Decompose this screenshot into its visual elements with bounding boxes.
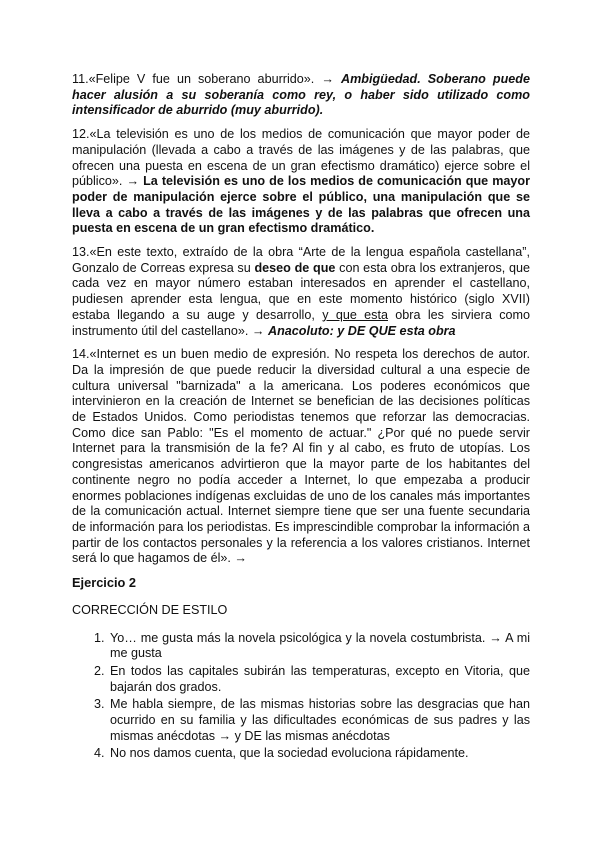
item-number: 13.: [72, 245, 90, 260]
item-number: 14.: [72, 347, 90, 362]
item-quote-end: obra les sirviera como instrumento útil del castellano». →: [72, 307, 530, 338]
correction-list: [72, 631, 530, 763]
item-answer: Anacoluto: y DE QUE esta obra: [268, 323, 456, 338]
item-quote: «La televisión es uno de los medios de comunicación que mayor poder de manipulación (llevada a cabo a través de las imágenes y de las palabras, que ofrecen una puesta en escena de un gran efectismo dramático) ejerce sobre el público». →: [72, 127, 530, 189]
item-quote-mid: con esta obra los extranjeros, que cada vez en mayor número estaban interesados en aprender el castellano, pudiesen aprender esta lengua, que en este momento histórico (siglo XVII) estaba llegando a su auge y desarrollo,: [72, 260, 531, 322]
section-title: CORRECCIÓN DE ESTILO: [72, 602, 228, 617]
item-11: [72, 72, 530, 119]
bold-phrase: deseo de que: [254, 260, 336, 275]
list-item: 2. En todos las capitales subirán las temperaturas, excepto en Vitoria, que bajarán dos grados.: [108, 664, 530, 695]
item-number: 11.: [72, 72, 89, 86]
item-12: [72, 127, 530, 237]
item-answer: Ambigüedad. Soberano puede hacer alusión a su soberanía como rey, o haber sido utilizado como intensificador de aburrido (muy aburrido).: [72, 72, 530, 118]
item-answer: La televisión es uno de los medios de comunicación que mayor poder de manipulación ejerce sobre el público, una manipulación que se lleva a cabo a través de las imágenes y de las palabras que ofrecen una puesta en escena de un gran efectismo dramático.: [72, 174, 530, 236]
underlined-phrase: y que esta: [322, 307, 388, 322]
list-item: 3. Me habla siempre, de las mismas historias sobre las desgracias que han ocurrido en su familia y las dificultades económicas de sus padres y las mismas anécdotas → y DE las mismas anécdotas: [108, 697, 530, 744]
exercise-title: Ejercicio 2: [72, 575, 137, 591]
document-content: [72, 72, 530, 764]
item-13: [72, 245, 530, 339]
item-number: 12.: [72, 127, 90, 142]
list-item: 1. Yo… me gusta más la novela psicológica y la novela costumbrista. → A mi me gusta: [108, 631, 530, 662]
item-quote: «Felipe V fue un soberano aburrido». →: [88, 72, 341, 86]
item-quote: «Internet es un buen medio de expresión. No respeta los derechos de autor. Da la impresión de que puede reducir la diversidad cultural a una especie de cultura universal "barnizada" a la americana. Los poderes económicos que intervinieron en la creación de Internet se benefician de las decisiones políticas de Estados Unidos. Como periodistas tenemos que reforzar las democracias. Como dice san Pablo: "Es el momento de actuar." ¿Por qué no puede servir Internet para la transmisión de la fe? Al fin y al cabo, es fruto de utopías. Los congresistas americanos advirtieron que la mayor parte de los habitantes del continente negro no podía acceder a Internet, lo que empezaba a producir enormes poblaciones indígenas excluidas de uno de los canales más importantes de la comunicación actual. Internet siempre tiene que ser una fuente secundaria de información para los periodistas. Es imprescindible comprobar la información a partir de los contactos personales y la referencia a los valores cristianos. Internet será lo que hagamos de él». →: [72, 347, 530, 566]
list-item: 4. No nos damos cuenta, que la sociedad evoluciona rápidamente.: [108, 746, 530, 762]
item-14: [72, 347, 530, 567]
item-quote-start: «En este texto, extraído de la obra “Arte de la lengua española castellana”, Gonzalo de Correas expresa su: [72, 245, 530, 275]
